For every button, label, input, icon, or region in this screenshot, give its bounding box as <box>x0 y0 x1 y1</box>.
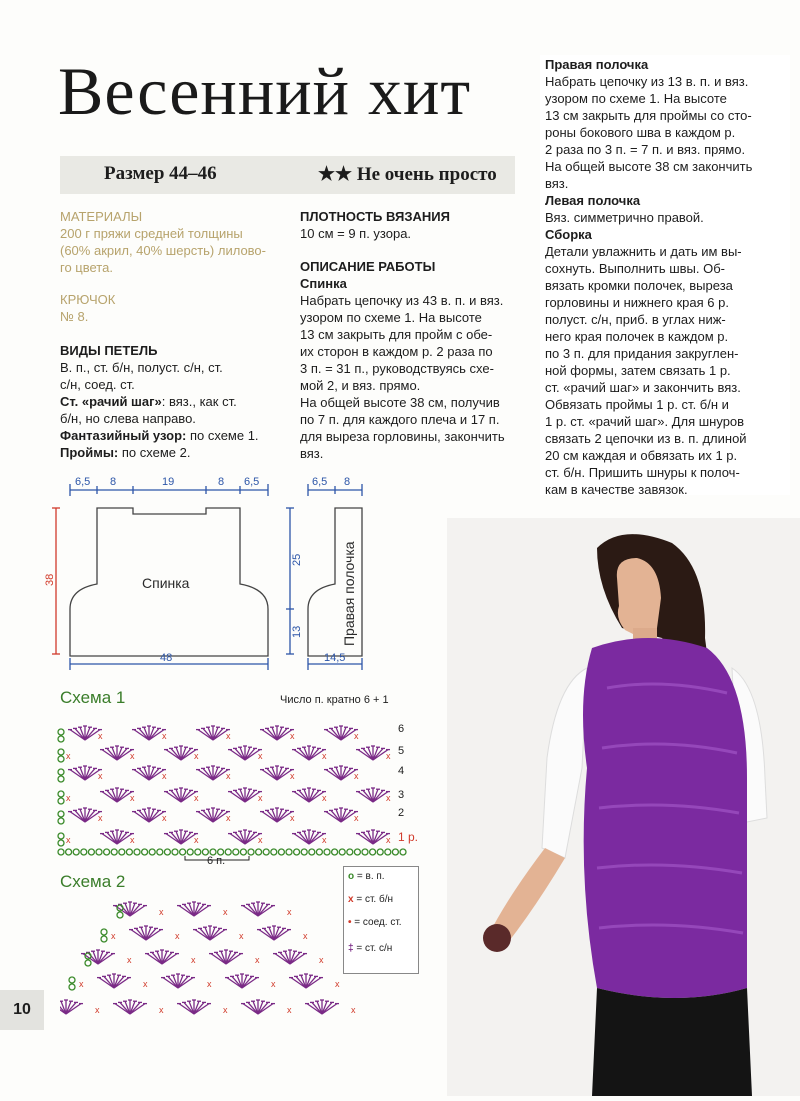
sc-symbol: x <box>386 751 391 761</box>
fan-stitch <box>196 726 230 740</box>
chain-symbol <box>309 849 315 855</box>
sc-symbol: x <box>322 835 327 845</box>
fan-stitch <box>132 808 166 822</box>
sc-symbol: x <box>303 931 308 941</box>
assembly-line: Обвязать проймы 1 р. ст. б/н и <box>545 397 729 412</box>
chain-symbol <box>58 849 64 855</box>
legend-item-slst: • = соед. ст. <box>348 917 402 928</box>
fan-stitch <box>68 766 102 780</box>
sc-symbol: x <box>130 835 135 845</box>
sc-symbol: x <box>386 835 391 845</box>
chain-symbol <box>271 849 277 855</box>
right-front-line: узором по схеме 1. На высоте <box>545 91 727 106</box>
fan-stitch <box>260 726 294 740</box>
work-heading: ОПИСАНИЕ РАБОТЫ <box>300 259 436 274</box>
work-section <box>300 258 528 462</box>
fan-stitch <box>161 974 195 988</box>
hook-section <box>60 291 282 325</box>
chain-symbol <box>294 849 300 855</box>
chain-symbol <box>73 849 79 855</box>
fan-stitch <box>164 830 198 844</box>
right-front-line: 2 раза по 3 п. = 7 п. и вяз. прямо. <box>545 142 746 157</box>
right-front-line: 13 см закрыть для проймы со сто- <box>545 108 752 123</box>
chain-symbol <box>58 756 64 762</box>
assembly-line: ст. «рачий шаг» и закончить вяз. <box>545 380 741 395</box>
assembly-line: 1 р. ст. «рачий шаг». Для шнуров <box>545 414 745 429</box>
sc-symbol: x <box>130 793 135 803</box>
rach-shag-line: б/н, но слева направо. <box>60 411 196 426</box>
scheme2-chart <box>60 892 393 1032</box>
fan-stitch <box>132 766 166 780</box>
chain-symbol <box>58 818 64 824</box>
assembly-line: ной формы, затем связать 1 р. <box>545 363 731 378</box>
rach-shag-line: Ст. «рачий шаг»: вяз., как ст. <box>60 394 237 409</box>
chain-symbol <box>385 849 391 855</box>
fan-stitch <box>132 726 166 740</box>
sc-symbol: x <box>159 1005 164 1015</box>
front-pattern-diagram <box>282 474 392 674</box>
fan-stitch <box>113 902 147 916</box>
assembly-line: Детали увлажнить и дать им вы- <box>545 244 742 259</box>
fan-stitch <box>113 1000 147 1014</box>
right-front-line: роны бокового шва в каждом р. <box>545 125 736 140</box>
fan-stitch <box>60 1000 83 1014</box>
size-label: Размер 44–46 <box>104 163 217 184</box>
sc-symbol: x <box>66 793 71 803</box>
dim-label: 13 <box>291 625 303 638</box>
dim-label: 6,5 <box>75 476 91 488</box>
sc-symbol: x <box>290 813 295 823</box>
chain-symbol <box>66 849 72 855</box>
stitches-line: с/н, соед. ст. <box>60 377 135 392</box>
chain-symbol <box>101 936 107 942</box>
back-pattern-diagram <box>42 474 282 674</box>
materials-heading: МАТЕРИАЛЫ <box>60 209 143 224</box>
chain-symbol <box>58 769 64 775</box>
chain-symbol <box>157 849 163 855</box>
row-label: 5 <box>398 745 405 757</box>
fan-stitch <box>196 766 230 780</box>
fan-stitch <box>228 746 262 760</box>
assembly-line: горловины и нижнего края 6 р. <box>545 295 729 310</box>
sc-symbol: x <box>98 771 103 781</box>
fan-stitch <box>129 926 163 940</box>
sc-symbol: x <box>287 1005 292 1015</box>
sc-symbol: x <box>351 1005 356 1015</box>
stitches-section <box>60 342 282 461</box>
model-illustration <box>447 518 800 1096</box>
fan-stitch <box>324 726 358 740</box>
assembly-heading: Сборка <box>545 227 592 242</box>
sc-symbol: x <box>111 931 116 941</box>
fan-stitch <box>305 1000 339 1014</box>
chain-symbol <box>354 849 360 855</box>
back-instruction-line: их сторон в каждом р. 2 раза по <box>300 344 493 359</box>
back-instruction-line: Набрать цепочку из 43 в. п. и вяз. <box>300 293 504 308</box>
fan-stitch <box>177 1000 211 1014</box>
sc-symbol: x <box>290 731 295 741</box>
sc-symbol: x <box>319 955 324 965</box>
sc-symbol: x <box>207 979 212 989</box>
sc-symbol: x <box>287 907 292 917</box>
right-front-heading: Правая полочка <box>545 57 649 72</box>
chain-symbol <box>362 849 368 855</box>
fan-stitch <box>225 974 259 988</box>
assembly-line: полуст. с/н, приб. в углах ниж- <box>545 312 726 327</box>
right-front-section <box>545 56 773 498</box>
assembly-line: 20 см каждая и обвязать их 1 р. <box>545 448 738 463</box>
chain-symbol <box>126 849 132 855</box>
sc-symbol: x <box>162 731 167 741</box>
chain-symbol <box>58 776 64 782</box>
sc-symbol: x <box>191 955 196 965</box>
chain-symbol <box>316 849 322 855</box>
row-label: 1 р. <box>398 830 419 844</box>
sc-symbol: x <box>159 907 164 917</box>
fancy-pattern-line: Фантазийный узор: по схеме 1. <box>60 428 259 443</box>
fan-stitch <box>68 808 102 822</box>
scheme2-title: Схема 2 <box>60 872 126 891</box>
chain-symbol <box>58 791 64 797</box>
sc-symbol: x <box>226 771 231 781</box>
fan-stitch <box>324 766 358 780</box>
back-piece-label: Спинка <box>142 575 190 591</box>
fan-stitch <box>100 746 134 760</box>
chain-symbol <box>400 849 406 855</box>
fan-stitch <box>100 788 134 802</box>
stitches-heading: ВИДЫ ПЕТЕЛЬ <box>60 343 158 358</box>
chain-symbol <box>347 849 353 855</box>
density-heading: ПЛОТНОСТЬ ВЯЗАНИЯ <box>300 209 450 224</box>
chain-symbol <box>164 849 170 855</box>
sc-symbol: x <box>162 813 167 823</box>
legend-item-dc: ‡ = ст. с/н <box>348 943 393 954</box>
stitches-line: В. п., ст. б/н, полуст. с/н, ст. <box>60 360 223 375</box>
rach-shag-term: Ст. «рачий шаг» <box>60 394 162 409</box>
sc-symbol: x <box>162 771 167 781</box>
back-instruction-line: вяз. <box>300 446 324 461</box>
fan-stitch <box>257 926 291 940</box>
chain-symbol <box>180 849 186 855</box>
dim-label: 48 <box>160 652 173 664</box>
chain-symbol <box>233 849 239 855</box>
chain-symbol <box>301 849 307 855</box>
sc-symbol: x <box>226 813 231 823</box>
scheme1-title: Схема 1 <box>60 688 126 707</box>
density-section <box>300 208 528 242</box>
sc-symbol: x <box>271 979 276 989</box>
scheme1-chart <box>55 712 427 868</box>
sc-symbol: x <box>66 835 71 845</box>
chain-symbol <box>96 849 102 855</box>
assembly-line: ст. б/н. Пришить шнуры к полоч- <box>545 465 740 480</box>
scheme1-note: Число п. кратно 6 + 1 <box>280 694 389 706</box>
materials-line: го цвета. <box>60 260 113 275</box>
hook-value: № 8. <box>60 309 89 324</box>
sc-symbol: x <box>175 931 180 941</box>
materials-line: (60% акрил, 40% шерсть) лилово- <box>60 243 266 258</box>
fan-stitch <box>68 726 102 740</box>
sc-symbol: x <box>258 793 263 803</box>
chain-symbol <box>119 849 125 855</box>
sc-symbol: x <box>354 771 359 781</box>
sc-symbol: x <box>79 979 84 989</box>
chain-symbol <box>69 984 75 990</box>
chain-symbol <box>332 849 338 855</box>
dim-label: 14,5 <box>324 652 346 664</box>
chain-symbol <box>142 849 148 855</box>
fan-stitch <box>273 950 307 964</box>
chain-symbol <box>256 849 262 855</box>
density-value: 10 см = 9 п. узора. <box>300 226 412 241</box>
fan-stitch <box>100 830 134 844</box>
sc-symbol: x <box>127 955 132 965</box>
fan-stitch <box>260 766 294 780</box>
dim-label: 8 <box>344 476 351 488</box>
right-front-instructions <box>545 73 773 192</box>
fan-stitch <box>81 950 115 964</box>
chain-symbol <box>134 849 140 855</box>
back-instruction-line: по 7 п. для каждого плеча и 17 п. <box>300 412 500 427</box>
chain-symbol <box>172 849 178 855</box>
chain-symbol <box>392 849 398 855</box>
chain-symbol <box>81 849 87 855</box>
chain-symbol <box>263 849 269 855</box>
chain-symbol <box>58 798 64 804</box>
left-front-text: Вяз. симметрично правой. <box>545 210 704 225</box>
fan-stitch <box>228 788 262 802</box>
chain-symbol <box>69 977 75 983</box>
chain-symbol <box>58 736 64 742</box>
fan-stitch <box>164 788 198 802</box>
row-label: 6 <box>398 723 405 735</box>
legend-item-chain: o = в. п. <box>348 871 385 882</box>
sc-symbol: x <box>258 751 263 761</box>
sc-symbol: x <box>354 813 359 823</box>
back-instruction-line: для выреза горловины, закончить <box>300 429 505 444</box>
fan-stitch <box>196 808 230 822</box>
right-front-line: вяз. <box>545 176 569 191</box>
chain-symbol <box>225 849 231 855</box>
row-label: 4 <box>398 765 405 777</box>
sc-symbol: x <box>194 751 199 761</box>
fan-stitch <box>292 830 326 844</box>
chain-symbol <box>111 849 117 855</box>
chain-symbol <box>286 849 292 855</box>
materials-line: 200 г пряжи средней толщины <box>60 226 243 241</box>
sc-symbol: x <box>66 751 71 761</box>
dim-label: 8 <box>110 476 117 488</box>
chain-symbol <box>339 849 345 855</box>
assembly-instructions <box>545 243 773 498</box>
chain-symbol <box>324 849 330 855</box>
sc-symbol: x <box>322 793 327 803</box>
dim-label: 19 <box>162 476 175 488</box>
back-instruction-line: 13 см закрыть для пройм с обе- <box>300 327 493 342</box>
fan-stitch <box>356 830 390 844</box>
sc-symbol: x <box>290 771 295 781</box>
sc-symbol: x <box>386 793 391 803</box>
sc-symbol: x <box>255 955 260 965</box>
sc-symbol: x <box>130 751 135 761</box>
sc-symbol: x <box>98 813 103 823</box>
assembly-line: по 3 п. для придания закруглен- <box>545 346 739 361</box>
fan-stitch <box>209 950 243 964</box>
assembly-line: вязать кромки полочек, выреза <box>545 278 733 293</box>
back-instructions <box>300 292 528 462</box>
chain-symbol <box>117 912 123 918</box>
sc-symbol: x <box>98 731 103 741</box>
chain-symbol <box>58 840 64 846</box>
chain-symbol <box>187 849 193 855</box>
chain-symbol <box>377 849 383 855</box>
chain-symbol <box>195 849 201 855</box>
sc-symbol: x <box>223 1005 228 1015</box>
chain-symbol <box>104 849 110 855</box>
row-label: 3 <box>398 789 405 801</box>
sc-symbol: x <box>239 931 244 941</box>
sc-symbol: x <box>354 731 359 741</box>
assembly-line: связать 2 цепочки из в. п. длиной <box>545 431 747 446</box>
page-number: 10 <box>0 990 44 1030</box>
fan-stitch <box>260 808 294 822</box>
fan-stitch <box>228 830 262 844</box>
front-piece-label: Правая полочка <box>341 541 357 646</box>
back-instruction-line: мой 2, и вяз. прямо. <box>300 378 421 393</box>
fan-stitch <box>356 788 390 802</box>
sc-symbol: x <box>194 793 199 803</box>
fan-stitch <box>292 788 326 802</box>
fan-stitch <box>292 746 326 760</box>
left-front-heading: Левая полочка <box>545 193 641 208</box>
chain-symbol <box>370 849 376 855</box>
fan-stitch <box>193 926 227 940</box>
page-title: Весенний хит <box>58 53 472 129</box>
back-instruction-line: На общей высоте 38 см, получив <box>300 395 500 410</box>
fan-stitch <box>289 974 323 988</box>
chain-symbol <box>58 749 64 755</box>
back-instruction-line: 3 п. = 31 п., руководствуясь схе- <box>300 361 494 376</box>
fan-stitch <box>324 808 358 822</box>
dim-label: 38 <box>44 573 56 586</box>
sc-symbol: x <box>258 835 263 845</box>
chain-symbol <box>240 849 246 855</box>
fan-stitch <box>241 1000 275 1014</box>
fan-stitch <box>145 950 179 964</box>
legend-box <box>343 866 419 974</box>
sc-symbol: x <box>143 979 148 989</box>
row-label: 2 <box>398 807 405 819</box>
legend-item-sc: x = ст. б/н <box>348 894 394 905</box>
materials-section <box>60 208 282 276</box>
sc-symbol: x <box>226 731 231 741</box>
dim-label: 8 <box>218 476 225 488</box>
chain-symbol <box>149 849 155 855</box>
chain-symbol <box>58 729 64 735</box>
chain-symbol <box>58 811 64 817</box>
assembly-line: кам в качестве завязок. <box>545 482 688 497</box>
sc-symbol: x <box>194 835 199 845</box>
model-photo <box>447 518 800 1096</box>
chain-symbol <box>248 849 254 855</box>
fan-stitch <box>241 902 275 916</box>
sc-symbol: x <box>95 1005 100 1015</box>
fan-stitch <box>356 746 390 760</box>
right-front-line: На общей высоте 38 см закончить <box>545 159 753 174</box>
chain-symbol <box>58 833 64 839</box>
hook-heading: КРЮЧОК <box>60 292 116 307</box>
sc-symbol: x <box>322 751 327 761</box>
dim-label: 6,5 <box>244 476 260 488</box>
chain-symbol <box>88 849 94 855</box>
dim-label: 6,5 <box>312 476 328 488</box>
repeat-label: 6 п. <box>207 855 226 867</box>
back-instruction-line: узором по схеме 1. На высоте <box>300 310 482 325</box>
fan-stitch <box>97 974 131 988</box>
chain-symbol <box>101 929 107 935</box>
difficulty-label: ★★ Не очень просто <box>318 164 497 185</box>
back-heading: Спинка <box>300 276 347 291</box>
armholes-line: Проймы: по схеме 2. <box>60 445 191 460</box>
sc-symbol: x <box>223 907 228 917</box>
chain-symbol <box>85 960 91 966</box>
assembly-line: сохнуть. Выполнить швы. Об- <box>545 261 726 276</box>
dim-label: 25 <box>291 553 303 566</box>
assembly-line: него края полочек в каждом р. <box>545 329 729 344</box>
fan-stitch <box>177 902 211 916</box>
fan-stitch <box>164 746 198 760</box>
chain-symbol <box>278 849 284 855</box>
right-front-line: Набрать цепочку из 13 в. п. и вяз. <box>545 74 749 89</box>
sc-symbol: x <box>335 979 340 989</box>
